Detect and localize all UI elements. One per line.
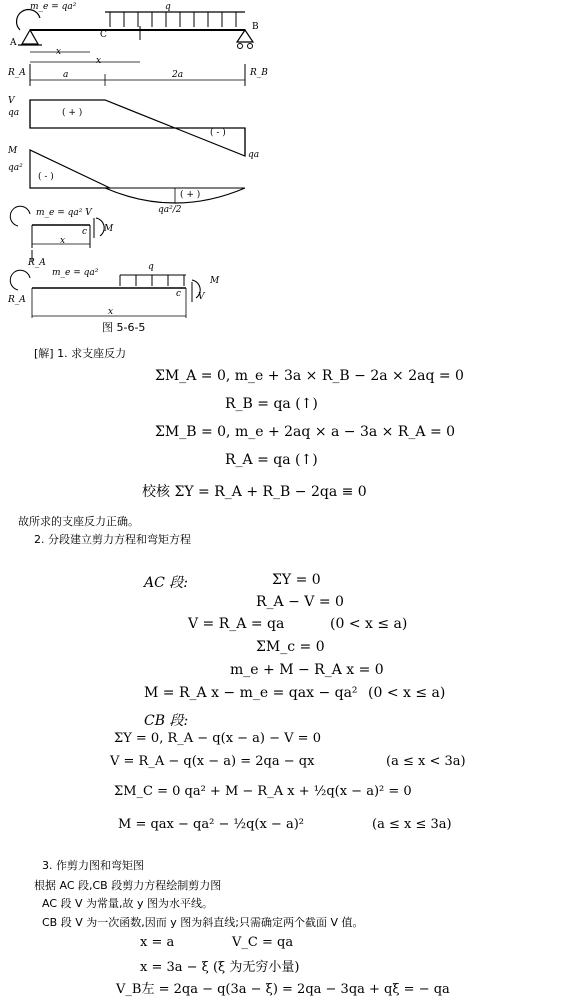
paragraph-1: 根据 AC 段,CB 段剪力方程绘制剪力图: [34, 879, 222, 892]
dim-a: a: [63, 70, 69, 80]
cb-eq2-range: (a ≤ x < 3a): [386, 754, 466, 769]
ac-eq3-range: (0 < x ≤ a): [330, 616, 408, 632]
fbd1-ra-label: R_A: [28, 258, 46, 268]
beam-figure: [0, 0, 574, 340]
eq-rb: R_B = qa (↑): [225, 396, 318, 412]
point-c-label: C: [100, 30, 107, 40]
final-eq2: x = 3a − ξ (ξ 为无穷小量): [140, 960, 300, 975]
ac-eq3: V = R_A = qa: [188, 616, 285, 632]
moment-diagram: [30, 150, 245, 203]
fbd1-me-label: m_e = qa² V: [36, 208, 92, 218]
moment-negative-region: [30, 150, 110, 188]
step3-heading: 3. 作剪力图和弯矩图: [42, 859, 144, 872]
shear-positive-region: [30, 100, 175, 128]
paragraph-2: AC 段 V 为常量,故 y 图为水平线。: [42, 897, 214, 910]
moment-axis-label: M: [8, 146, 18, 156]
ac-eq1: ΣY = 0: [272, 572, 321, 588]
fbd2-x-label: x: [108, 307, 114, 317]
eq-ra: R_A = qa (↑): [225, 452, 318, 468]
fbd2-m-label: M: [210, 276, 220, 286]
shear-axis-label: V: [8, 96, 15, 106]
ac-eq2: R_A − V = 0: [256, 594, 344, 610]
cb-eq1: ΣY = 0, R_A − q(x − a) − V = 0: [114, 731, 321, 746]
free-body-2: [10, 270, 200, 318]
reaction-b-label: R_B: [250, 68, 268, 78]
reaction-a-label: R_A: [8, 68, 26, 78]
applied-moment-arrow: [17, 10, 40, 30]
shear-qa-right: qa: [248, 150, 260, 160]
ac-eq5: m_e + M − R_A x = 0: [230, 662, 384, 678]
dim-x1: x: [56, 47, 62, 57]
shear-plus: ( + ): [62, 108, 83, 118]
moment-qa2-half: qa²/2: [158, 205, 182, 215]
cb-eq4: M = qax − qa² − ½q(x − a)²: [118, 817, 304, 832]
cb-eq3: ΣM_C = 0 qa² + M − R_A x + ½q(x − a)² = 0: [114, 784, 412, 799]
figure-caption: 图 5-6-5: [102, 321, 146, 334]
beam-diagram: [17, 10, 253, 86]
fbd2-c-label: c: [176, 289, 182, 299]
point-b-label: B: [252, 22, 259, 32]
fbd1-c-label: c: [82, 227, 88, 237]
load-q-label: q: [165, 2, 171, 12]
step2-heading: 2. 分段建立剪力方程和弯矩方程: [34, 533, 191, 546]
shear-qa-left: qa: [8, 108, 20, 118]
ac-eq6: M = R_A x − m_e = qax − qa²: [144, 685, 358, 701]
moment-qa2: qa²: [8, 163, 23, 173]
fbd2-v-label: V: [198, 292, 205, 302]
shear-minus: ( - ): [210, 128, 226, 138]
eq-sum-mb: ΣM_B = 0, m_e + 2aq × a − 3a × R_A = 0: [155, 424, 456, 440]
ac-eq6-range: (0 < x ≤ a): [368, 685, 446, 701]
fbd2-q-label: q: [148, 262, 154, 272]
final-eq1a: x = a: [140, 935, 175, 950]
reaction-conclusion: 故所求的支座反力正确。: [18, 515, 139, 528]
ac-segment-title: AC 段:: [144, 575, 188, 591]
fbd1-x-label: x: [60, 236, 66, 246]
eq-check: 校核 ΣY = R_A + R_B − 2qa ≡ 0: [142, 484, 367, 500]
cb-segment-title: CB 段:: [144, 713, 189, 729]
moment-minus: ( - ): [38, 172, 54, 182]
cb-eq2: V = R_A − q(x − a) = 2qa − qx: [110, 754, 315, 769]
step1-heading: [解] 1. 求支座反力: [34, 347, 127, 360]
fbd2-me-label: m_e = qa²: [52, 268, 99, 278]
dim-2a: 2a: [172, 70, 184, 80]
applied-moment-label: m_e = qa²: [30, 2, 77, 12]
point-a-label: A: [10, 38, 17, 48]
cb-eq4-range: (a ≤ x ≤ 3a): [372, 817, 452, 832]
distributed-load: [105, 12, 245, 27]
final-eq1b: V_C = qa: [232, 935, 294, 950]
final-eq3: V_B左 = 2qa − q(3a − ξ) = 2qa − 3qa + qξ = − qa: [116, 982, 450, 997]
fbd1-m-label: M: [104, 224, 114, 234]
dim-x2: x: [96, 56, 102, 66]
support-a: [22, 30, 38, 44]
fbd2-ra-label: R_A: [8, 295, 26, 305]
paragraph-3: CB 段 V 为一次函数,因而 y 图为斜直线;只需确定两个截面 V 值。: [42, 916, 364, 929]
moment-plus: ( + ): [180, 190, 201, 200]
ac-eq4: ΣM_c = 0: [256, 639, 325, 655]
eq-sum-ma: ΣM_A = 0, m_e + 3a × R_B − 2a × 2aq = 0: [155, 368, 464, 384]
support-b: [237, 30, 253, 42]
